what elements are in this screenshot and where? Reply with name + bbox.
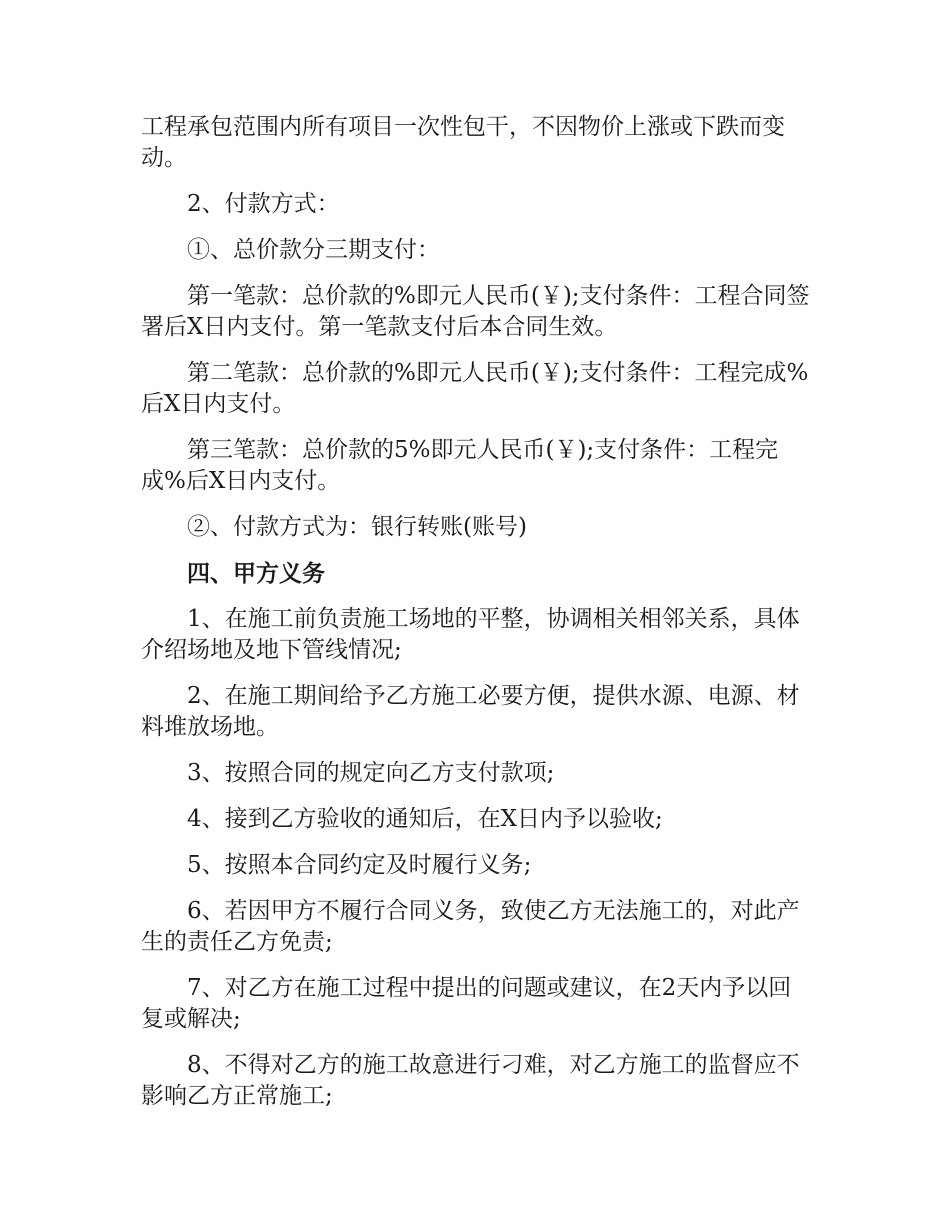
obligation-item-1: 1、在施工前负责施工场地的平整，协调相关相邻关系，具体介绍场地及地下管线情况; — [141, 606, 800, 663]
obligation-item-5: 5、按照本合同约定及时履行义务; — [187, 852, 532, 878]
obligation-item-8: 8、不得对乙方的施工故意进行刁难，对乙方施工的监督应不影响乙方正常施工; — [141, 1052, 800, 1109]
paragraph-first-payment: 第一笔款：总价款的%即元人民币(￥);支付条件：工程合同签署后X日内支付。第一笔款支付后本合同生效。 — [141, 283, 810, 340]
paragraph-third-payment: 第三笔款：总价款的5%即元人民币(￥);支付条件：工程完成%后X日内支付。 — [141, 437, 779, 494]
obligation-item-7: 7、对乙方在施工过程中提出的问题或建议，在2天内予以回复或解决; — [141, 975, 792, 1032]
paragraph-bank-transfer: ②、付款方式为：银行转账(账号) — [187, 514, 527, 540]
obligation-item-4: 4、接到乙方验收的通知后，在X日内予以验收; — [187, 806, 663, 832]
obligation-item-3: 3、按照合同的规定向乙方支付款项; — [187, 760, 555, 786]
paragraph-second-payment: 第二笔款：总价款的%即元人民币(￥);支付条件：工程完成%后X日内支付。 — [141, 360, 809, 417]
document-body — [141, 112, 811, 1127]
obligation-item-6: 6、若因甲方不履行合同义务，致使乙方无法施工的，对此产生的责任乙方免责; — [141, 898, 800, 955]
paragraph-payment-method-heading: 2、付款方式： — [187, 191, 340, 217]
paragraph-three-installments: ①、总价款分三期支付： — [187, 237, 440, 263]
obligation-item-2: 2、在施工期间给予乙方施工必要方便，提供水源、电源、材料堆放场地。 — [141, 683, 800, 740]
section-heading-party-a-obligations: 四、甲方义务 — [187, 560, 325, 587]
paragraph-scope-fixed-price: 工程承包范围内所有项目一次性包干，不因物价上涨或下跌而变动。 — [141, 114, 785, 171]
